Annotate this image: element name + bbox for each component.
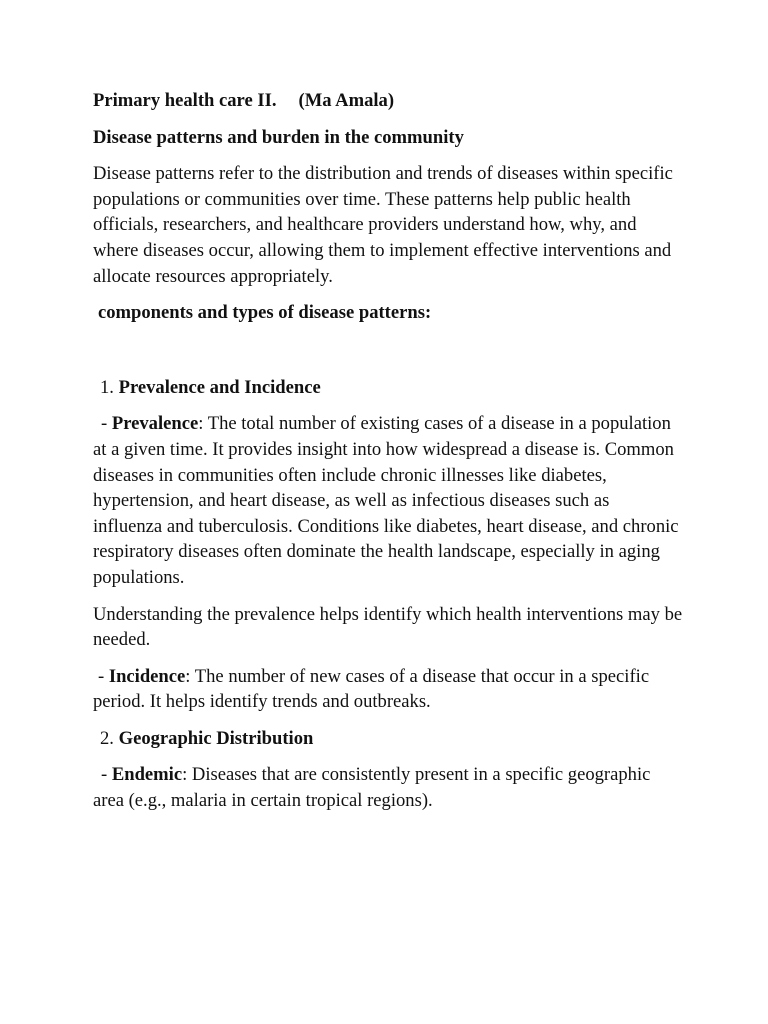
- prevalence-prefix: -: [101, 413, 112, 435]
- endemic-prefix: -: [101, 764, 112, 786]
- prevalence-paragraph: [93, 411, 683, 590]
- document-subtitle: Disease patterns and burden in the community: [93, 126, 464, 148]
- incidence-paragraph: [93, 664, 683, 715]
- section-1-number: 1.: [100, 376, 114, 398]
- incidence-text: : The number of new cases of a disease that occur in a specific period. It helps identify trends and outbreaks.: [93, 665, 650, 713]
- endemic-text: : Diseases that are consistently present in a specific geographic area (e.g., malaria in certain tropical regions).: [93, 764, 651, 812]
- prevalence-term: Prevalence: [111, 413, 199, 435]
- document-author: (Ma Amala): [298, 90, 395, 111]
- document-title: Primary health care II.: [93, 90, 277, 111]
- components-heading: components and types of disease patterns:: [98, 302, 432, 324]
- understanding-paragraph: Understanding the prevalence helps identify which health interventions may be needed.: [93, 603, 683, 651]
- incidence-prefix: -: [98, 665, 109, 687]
- section-2-number: 2.: [100, 727, 114, 749]
- section-2-heading: [93, 726, 683, 752]
- prevalence-text: : The total number of existing cases of a disease in a population at a given time. It provides insight into how widespread a disease is. Common diseases in communities often include chronic illnesses like diabetes, hypertension, and heart disease, as well as infectious diseases such as influenza and tuberculosis. Conditions like diabetes, heart disease, and chronic respiratory diseases often dominate the health landscape, especially in aging populations.: [93, 413, 679, 588]
- endemic-paragraph: [93, 762, 683, 813]
- intro-paragraph: Disease patterns refer to the distribution and trends of diseases within specific populations or communities over time. These patterns help public health officials, researchers, and healthcare providers understand how, why, and where diseases occur, allowing them to implement effective interventions and allocate resources appropriately.: [93, 163, 673, 287]
- endemic-term: Endemic: [111, 764, 183, 786]
- section-1-title: Prevalence and Incidence: [118, 376, 321, 398]
- section-2-title: Geographic Distribution: [118, 727, 314, 749]
- document-title-line: [93, 88, 683, 114]
- incidence-term: Incidence: [108, 665, 186, 687]
- section-1-heading: [93, 375, 683, 401]
- document-page: [93, 88, 683, 825]
